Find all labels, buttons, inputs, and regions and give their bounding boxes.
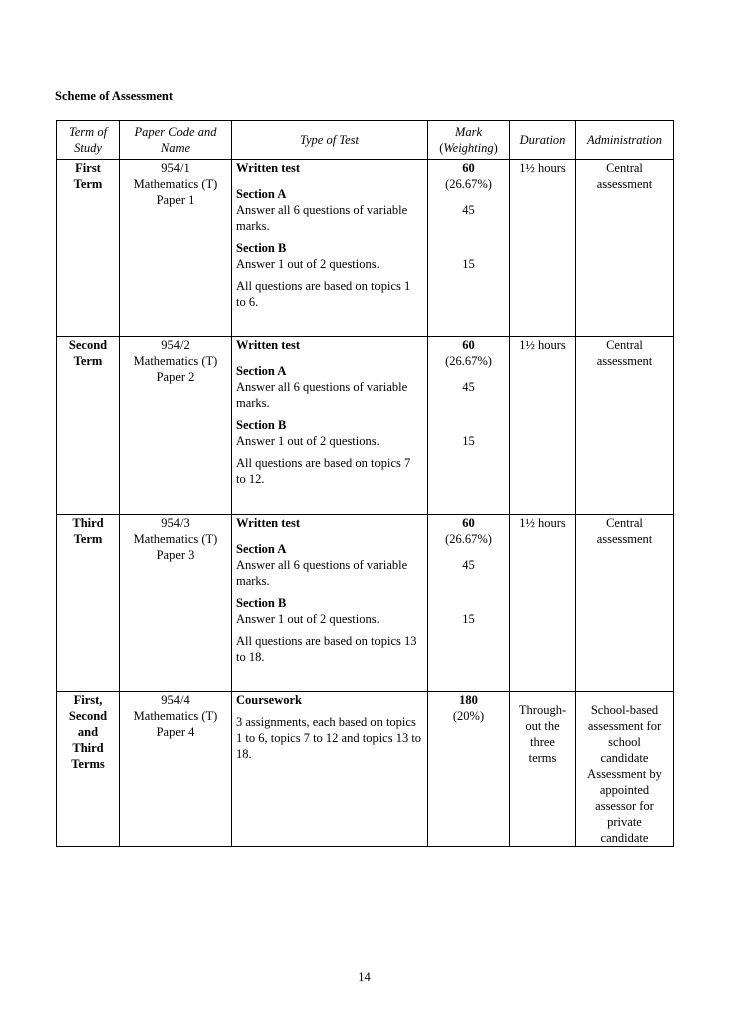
page-heading: Scheme of Assessment xyxy=(55,89,174,103)
mark-cell: 180 (20%) xyxy=(428,692,510,847)
col-header-type: Type of Test xyxy=(232,121,428,160)
section-a-title: Section A xyxy=(236,187,287,201)
col-header-administration: Administration xyxy=(576,121,674,160)
paper-code-cell: 954/1 Mathematics (T) Paper 1 xyxy=(120,160,232,337)
col-header-duration: Duration xyxy=(510,121,576,160)
term-cell: First Term xyxy=(57,160,120,337)
term-cell: First, Second and Third Terms xyxy=(57,692,120,847)
term-cell: Second Term xyxy=(57,337,120,515)
section-b-title: Section B xyxy=(236,241,287,255)
administration-cell: Central assessment xyxy=(576,337,674,515)
administration-cell: Central assessment xyxy=(576,160,674,337)
col-header-paper: Paper Code and Name xyxy=(120,121,232,160)
table-row xyxy=(57,160,674,337)
test-type-cell: Written test Section A Answer all 6 questions of variable marks. Section B Answer 1 out of 2 questions. All questions are based on topics 7 to 12. xyxy=(232,337,428,515)
table-row xyxy=(57,515,674,692)
section-b-title: Section B xyxy=(236,418,287,432)
section-a-title: Section A xyxy=(236,542,287,556)
test-type-cell: Written test Section A Answer all 6 questions of variable marks. Section B Answer 1 out of 2 questions. All questions are based on topics 1 to 6. xyxy=(232,160,428,337)
duration-cell: 1½ hours xyxy=(510,337,576,515)
col-header-term: Term of Study xyxy=(57,121,120,160)
section-b-title: Section B xyxy=(236,596,287,610)
paper-code-cell: 954/2 Mathematics (T) Paper 2 xyxy=(120,337,232,515)
mark-cell: 60 (26.67%) 45 15 xyxy=(428,337,510,515)
administration-cell: School-based assessment for school candidate Assessment by appointed assessor for private candidate xyxy=(576,692,674,847)
test-type-cell: Coursework 3 assignments, each based on topics 1 to 6, topics 7 to 12 and topics 13 to 18. xyxy=(232,692,428,847)
table-row-coursework xyxy=(57,692,674,847)
duration-cell: 1½ hours xyxy=(510,515,576,692)
section-a-title: Section A xyxy=(236,364,287,378)
mark-cell: 60 (26.67%) 45 15 xyxy=(428,160,510,337)
paper-code-cell: 954/3 Mathematics (T) Paper 3 xyxy=(120,515,232,692)
col-header-mark: Mark (Weighting) xyxy=(428,121,510,160)
table-row xyxy=(57,337,674,515)
term-cell: Third Term xyxy=(57,515,120,692)
table-header-row xyxy=(57,121,674,160)
duration-cell: Through- out the three terms xyxy=(510,692,576,847)
page-number: 14 xyxy=(358,970,371,984)
administration-cell: Central assessment xyxy=(576,515,674,692)
assessment-table xyxy=(56,120,674,847)
duration-cell: 1½ hours xyxy=(510,160,576,337)
mark-cell: 60 (26.67%) 45 15 xyxy=(428,515,510,692)
test-type-cell: Written test Section A Answer all 6 questions of variable marks. Section B Answer 1 out of 2 questions. All questions are based on topics 13 to 18. xyxy=(232,515,428,692)
paper-code-cell: 954/4 Mathematics (T) Paper 4 xyxy=(120,692,232,847)
